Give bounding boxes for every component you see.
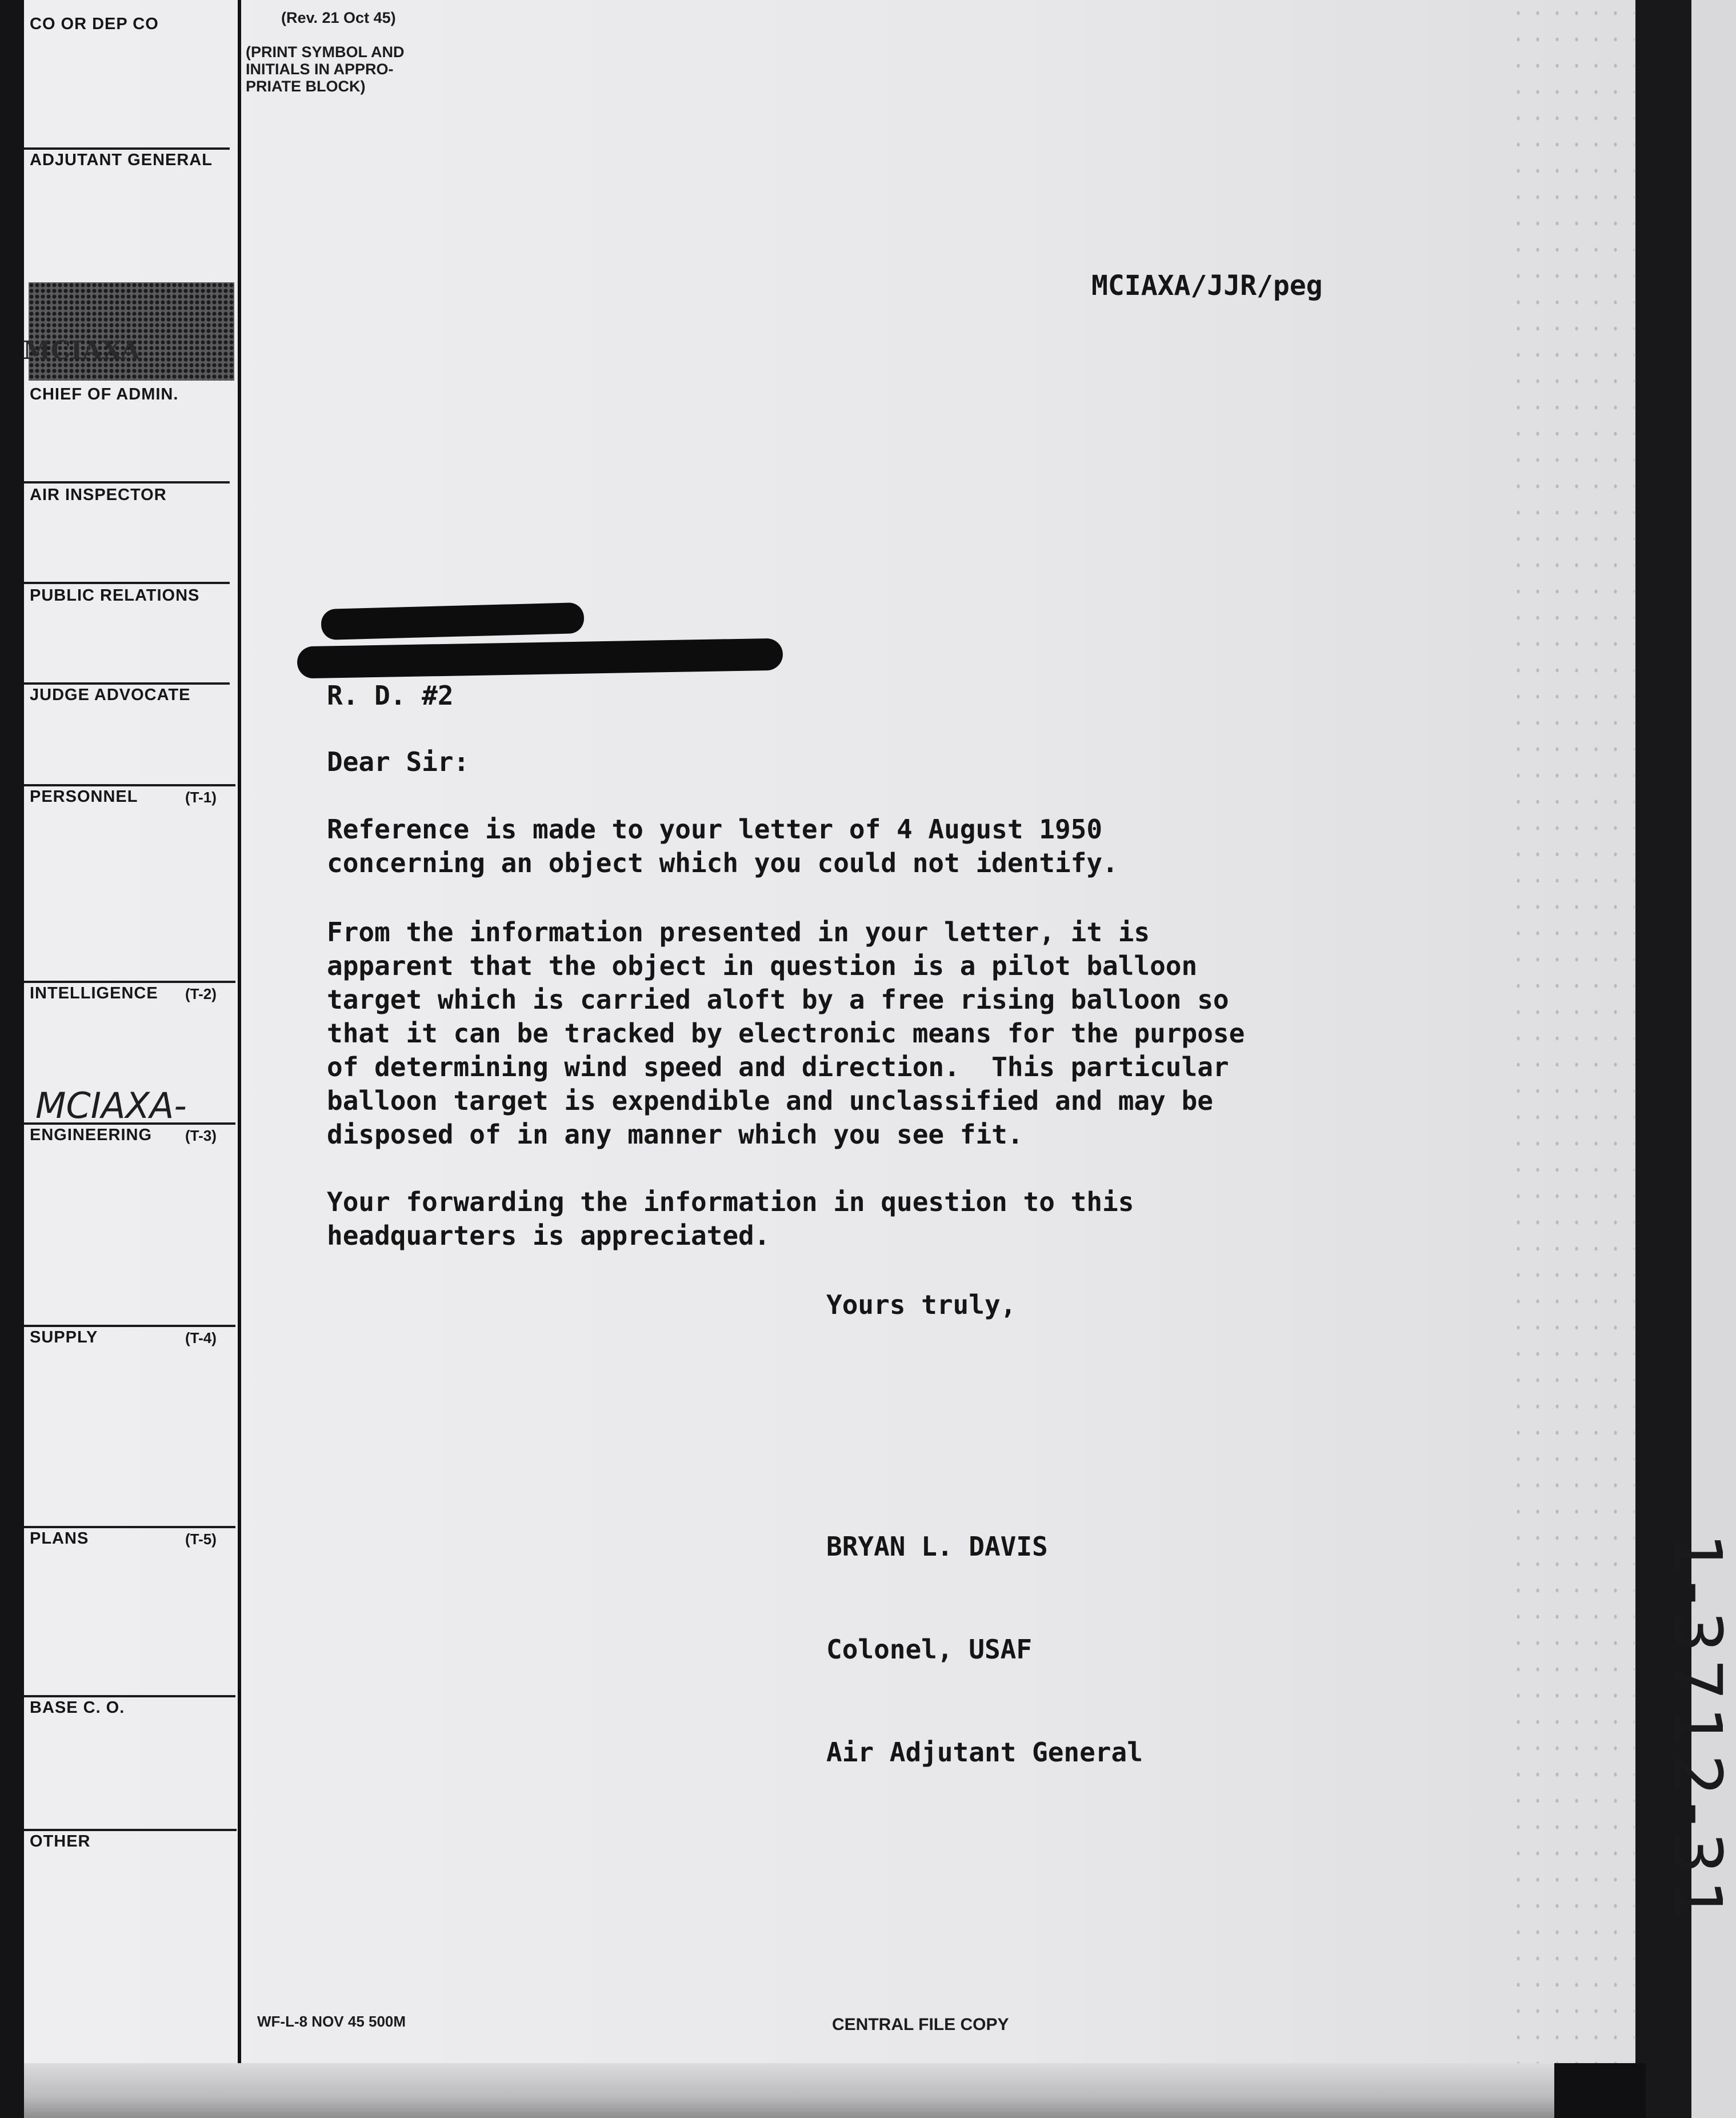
routing-slip-column	[24, 0, 241, 2063]
routing-item-air-inspector: AIR INSPECTOR	[30, 486, 167, 504]
handwritten-file-number: 1-3712-31	[1658, 1533, 1736, 1928]
routing-item-judge-advocate: JUDGE ADVOCATE	[30, 686, 191, 704]
routing-item-adjutant-general: ADJUTANT GENERAL	[30, 151, 213, 169]
routing-item-plans: PLANS	[30, 1529, 89, 1548]
routing-code-t3: (T-3)	[185, 1127, 217, 1144]
routing-divider	[24, 784, 235, 786]
routing-divider	[24, 147, 230, 150]
routing-item-personnel: PERSONNEL	[30, 788, 138, 806]
routing-item-supply: SUPPLY	[30, 1328, 98, 1346]
signature-title: Air Adjutant General	[826, 1737, 1143, 1768]
scan-corner-block	[1554, 2063, 1646, 2118]
signature-rank: Colonel, USAF	[826, 1634, 1033, 1665]
file-reference: MCIAXA/JJR/peg	[1091, 270, 1323, 302]
paragraph-3: Your forwarding the information in question to this headquarters is appreciated.	[327, 1186, 1134, 1251]
routing-code-t2: (T-2)	[185, 985, 217, 1002]
routing-divider	[24, 1526, 235, 1528]
routing-divider	[24, 981, 235, 983]
routing-divider	[24, 481, 230, 483]
routing-divider	[24, 1829, 237, 1831]
routing-stamp	[29, 282, 234, 381]
routing-item-base-co: BASE C. O.	[30, 1699, 125, 1717]
form-instructions	[246, 43, 405, 95]
routing-item-co-or-dep-co: CO OR DEP CO	[30, 15, 159, 33]
paragraph-1: Reference is made to your letter of 4 August 1950 concerning an object which you could not identify.	[327, 814, 1118, 878]
form-instruction-line: PRIATE BLOCK)	[246, 78, 366, 95]
routing-item-other: OTHER	[30, 1832, 91, 1851]
form-number: WF-L-8 NOV 45 500M	[257, 2013, 406, 2030]
routing-code-t1: (T-1)	[185, 789, 217, 806]
routing-divider	[24, 1325, 235, 1327]
handwritten-routing-note: MCIAXA-	[35, 1085, 187, 1126]
routing-item-public-relations: PUBLIC RELATIONS	[30, 586, 200, 605]
routing-item-chief-of-admin: CHIEF OF ADMIN.	[30, 385, 179, 403]
scan-left-edge	[0, 0, 24, 2118]
routing-code-t4: (T-4)	[185, 1329, 217, 1346]
scan-bottom-edge	[24, 2063, 1635, 2118]
scan-speckle	[1509, 0, 1634, 2063]
routing-code-t5: (T-5)	[185, 1530, 217, 1548]
form-instruction-line: (PRINT SYMBOL AND	[246, 43, 405, 61]
closing: Yours truly,	[826, 1289, 1017, 1320]
paragraph-2: From the information presented in your letter, it is apparent that the object in question is a pilot balloon target which is carried aloft by a free rising balloon so that it can be tracked by electronic means for the purpose of determining wind speed and direction. This particular balloon target is expendible and unclassified and may be disposed of in any manner which you see fit.	[327, 917, 1245, 1150]
signature-name: BRYAN L. DAVIS	[826, 1531, 1048, 1562]
routing-item-engineering: ENGINEERING	[30, 1126, 153, 1144]
form-instruction-line: INITIALS IN APPRO-	[246, 61, 394, 78]
signature-block	[826, 1461, 1143, 1804]
salutation: Dear Sir:	[327, 746, 470, 777]
routing-divider	[24, 1695, 235, 1697]
routing-divider	[24, 682, 230, 685]
routing-stamp-text: MCIAXA	[23, 336, 141, 365]
address-line: R. D. #2	[327, 680, 454, 711]
central-file-copy: CENTRAL FILE COPY	[832, 2015, 1009, 2034]
routing-item-intelligence: INTELLIGENCE	[30, 984, 158, 1002]
form-revision: (Rev. 21 Oct 45)	[281, 9, 396, 26]
routing-divider	[24, 582, 230, 584]
